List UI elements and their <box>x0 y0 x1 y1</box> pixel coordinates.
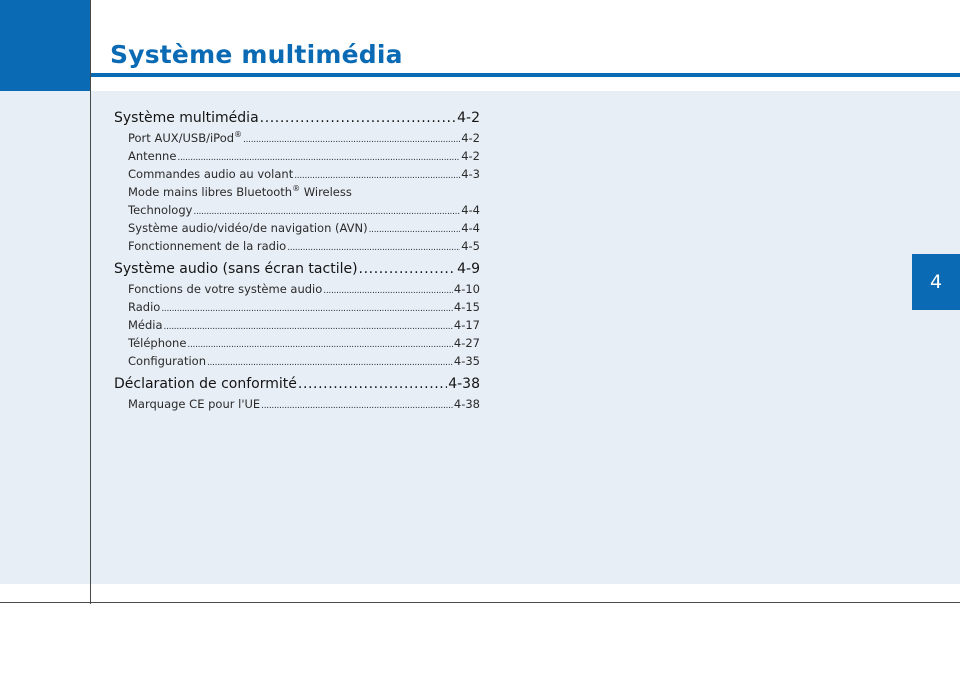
toc-item-marquage-ce[interactable] <box>114 395 480 413</box>
toc-leader <box>323 282 453 300</box>
toc-item-label: Système audio/vidéo/de navigation (AVN) <box>128 221 368 235</box>
toc-page-number: 4-5 <box>461 239 480 253</box>
toc-section-label: Système audio (sans écran tactile) <box>114 261 358 277</box>
toc-item-label: Mode mains libres Bluetooth <box>128 185 293 199</box>
toc-page-number: 4-9 <box>457 261 480 277</box>
table-of-contents <box>114 107 480 413</box>
toc-page-number: 4-2 <box>457 110 480 126</box>
toc-page-number: 4-17 <box>453 318 480 332</box>
toc-page-number: 4-2 <box>461 149 480 163</box>
toc-page-number: 4-38 <box>453 397 480 411</box>
toc-page-number: 4-4 <box>461 203 480 217</box>
toc-item-label: Téléphone <box>128 336 187 350</box>
toc-leader <box>287 239 460 257</box>
toc-leader <box>164 318 453 336</box>
toc-page-number: 4-10 <box>453 282 480 296</box>
toc-leader <box>161 300 453 318</box>
toc-page-number: 4-4 <box>461 221 480 235</box>
toc-leader <box>187 336 452 354</box>
toc-item-port-aux[interactable] <box>114 129 480 147</box>
toc-leader <box>298 373 447 395</box>
toc-item-fonctionnement-radio[interactable] <box>114 237 480 255</box>
left-rule <box>90 0 91 604</box>
toc-item-label: Fonctionnement de la radio <box>128 239 287 253</box>
toc-leader <box>359 258 457 280</box>
toc-section-declaration[interactable] <box>114 373 480 395</box>
toc-page-number: 4-2 <box>461 131 480 145</box>
toc-item-label: Port AUX/USB/iPod® <box>128 130 243 145</box>
toc-item-label-suffix: Wireless <box>300 185 352 199</box>
toc-section-systeme-multimedia[interactable] <box>114 107 480 129</box>
toc-leader <box>243 131 460 149</box>
toc-item-radio[interactable] <box>114 298 480 316</box>
toc-item-label: Configuration <box>128 354 206 368</box>
toc-item-configuration[interactable] <box>114 352 480 370</box>
toc-page-number: 4-15 <box>453 300 480 314</box>
toc-item-label: Marquage CE pour l'UE <box>128 397 261 411</box>
page-title: Système multimédia <box>110 40 403 69</box>
toc-section-systeme-audio[interactable] <box>114 258 480 280</box>
toc-item-label: Antenne <box>128 149 177 163</box>
toc-item-label: Média <box>128 318 163 332</box>
toc-item-avn[interactable] <box>114 219 480 237</box>
registered-mark: ® <box>292 184 301 194</box>
toc-item-label: Fonctions de votre système audio <box>128 282 323 296</box>
bottom-rule <box>0 602 960 603</box>
toc-page-number: 4-27 <box>453 336 480 350</box>
toc-item-telephone[interactable] <box>114 334 480 352</box>
toc-item-label: Radio <box>128 300 161 314</box>
toc-section-label: Système multimédia <box>114 110 259 126</box>
corner-block <box>0 0 91 91</box>
toc-item-commandes-audio[interactable] <box>114 165 480 183</box>
toc-item-media[interactable] <box>114 316 480 334</box>
title-rule <box>91 73 960 77</box>
toc-item-antenne[interactable] <box>114 147 480 165</box>
toc-page-number: 4-3 <box>461 167 480 181</box>
toc-leader <box>261 397 453 415</box>
toc-item-bluetooth-line2[interactable] <box>114 201 480 219</box>
toc-item-bluetooth-line1[interactable] <box>114 183 480 201</box>
toc-leader <box>260 107 456 129</box>
toc-item-label: Technology <box>128 203 193 217</box>
toc-page-number: 4-38 <box>448 376 480 392</box>
toc-item-fonctions[interactable] <box>114 280 480 298</box>
toc-leader <box>207 354 453 372</box>
chapter-tab[interactable]: 4 <box>912 254 960 310</box>
toc-item-label: Commandes audio au volant <box>128 167 294 181</box>
toc-leader <box>369 221 461 239</box>
toc-page-number: 4-35 <box>453 354 480 368</box>
toc-section-label: Déclaration de conformité <box>114 376 297 392</box>
registered-mark: ® <box>234 130 243 140</box>
